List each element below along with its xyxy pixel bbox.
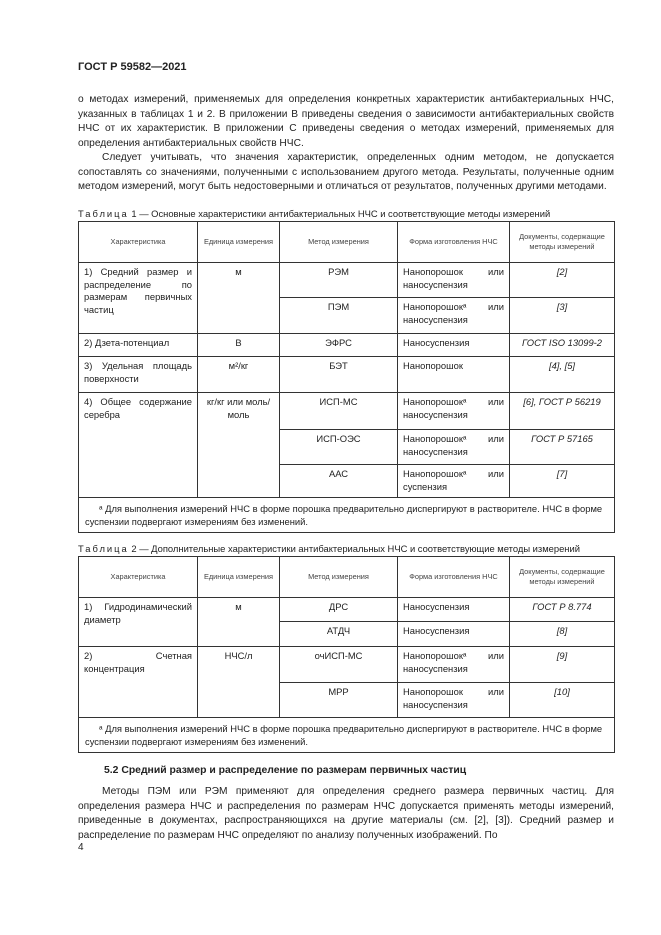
table-row	[79, 263, 615, 298]
method-cell: ПЭМ	[280, 298, 398, 334]
intro-paragraph-2: Следует учитывать, что значения характеристик, определенных одним методом, не допускается сопоставлять со значениями, полученными с использованием другого метода. Результаты, полученные одним методом измерений, могут быть недостоверными и отличаться от результатов, полученных другими методами.	[78, 152, 614, 193]
column-header: Метод измерения	[280, 222, 398, 263]
document-cell: ГОСТ Р 57165	[510, 430, 615, 465]
page-number: 4	[78, 842, 84, 853]
document-cell: [4], [5]	[510, 357, 615, 393]
table2-caption: Таблица 2 — Дополнительные характеристики антибактериальных НЧС и соответствующие методы измерений	[78, 543, 580, 554]
method-cell: ИСП-МС	[280, 393, 398, 430]
section-title: 5.2 Средний размер и распределение по размерам первичных частиц	[104, 765, 467, 776]
form-cell: Наносуспензия	[398, 598, 510, 622]
table-footnote: ᵃ Для выполнения измерений НЧС в форме порошка предварительно диспергируют в растворителе. НЧС в форме суспензии подвергают измерениям без изменений.	[79, 498, 615, 533]
form-cell: Нанопорошокᵃ или наносуспензия	[398, 298, 510, 334]
method-cell: ЭФРС	[280, 334, 398, 357]
column-header: Характеристика	[79, 222, 198, 263]
column-header: Метод измерения	[280, 557, 398, 598]
method-cell: АТДЧ	[280, 622, 398, 647]
form-cell: Нанопорошокᵃ или наносуспензия	[398, 430, 510, 465]
table-footnote: ᵃ Для выполнения измерений НЧС в форме порошка предварительно диспергируют в растворителе. НЧС в форме суспензии подвергают измерениям без изменений.	[79, 718, 615, 753]
table1-caption: Таблица 1 — Основные характеристики антибактериальных НЧС и соответствующие методы измерений	[78, 208, 551, 219]
form-cell: Нанопорошокᵃ или наносуспензия	[398, 393, 510, 430]
unit-cell: м	[198, 598, 280, 647]
document-cell: [9]	[510, 647, 615, 683]
table-header-row	[79, 557, 615, 598]
document-header: ГОСТ Р 59582—2021	[78, 61, 187, 73]
column-header: Единица измерения	[198, 222, 280, 263]
column-header: Единица измерения	[198, 557, 280, 598]
table-2	[78, 556, 615, 753]
characteristic-cell: 1) Гидродинамический диаметр	[79, 598, 198, 647]
method-cell: РЭМ	[280, 263, 398, 298]
characteristic-cell: 3) Удельная площадь поверхности	[79, 357, 198, 393]
column-header: Форма изготовления НЧС	[398, 557, 510, 598]
document-cell: [8]	[510, 622, 615, 647]
table-row	[79, 393, 615, 430]
unit-cell: кг/кг или моль/моль	[198, 393, 280, 498]
unit-cell: НЧС/л	[198, 647, 280, 718]
characteristic-cell: 4) Общее содержание серебра	[79, 393, 198, 498]
document-cell: [2]	[510, 263, 615, 298]
unit-cell: м²/кг	[198, 357, 280, 393]
unit-cell: В	[198, 334, 280, 357]
document-cell: [7]	[510, 465, 615, 498]
method-cell: БЭТ	[280, 357, 398, 393]
form-cell: Наносуспензия	[398, 622, 510, 647]
form-cell: Нанопорошокᵃ или суспензия	[398, 465, 510, 498]
method-cell: ДРС	[280, 598, 398, 622]
table-1	[78, 221, 615, 533]
method-cell: МРР	[280, 683, 398, 718]
column-header: Документы, содержащие методы измерений	[510, 557, 615, 598]
characteristic-cell: 2) Счетная концентрация	[79, 647, 198, 718]
method-cell: очИСП-МС	[280, 647, 398, 683]
form-cell: Нанопорошокᵃ или наносуспензия	[398, 647, 510, 683]
form-cell: Нанопорошок или наносуспензия	[398, 263, 510, 298]
section-paragraph: Методы ПЭМ или РЭМ применяют для определения среднего размера первичных частиц. Для определения размера НЧС и распределения по размерам НЧС допускается применять методы измерений, приведенные в документах, распространяющихся на другие материалы (см. [2], [3]). Средний размер и распределение по размерам НЧС определяют по анализу полученных изображений. По	[78, 786, 614, 841]
table-header-row	[79, 222, 615, 263]
form-cell: Наносуспензия	[398, 334, 510, 357]
document-cell: [3]	[510, 298, 615, 334]
document-cell: ГОСТ Р 8.774	[510, 598, 615, 622]
document-cell: ГОСТ ISO 13099-2	[510, 334, 615, 357]
table-row	[79, 334, 615, 357]
method-cell: ИСП-ОЭС	[280, 430, 398, 465]
column-header: Характеристика	[79, 557, 198, 598]
column-header: Документы, содержащие методы измерений	[510, 222, 615, 263]
document-cell: [10]	[510, 683, 615, 718]
unit-cell: м	[198, 263, 280, 334]
table-row	[79, 598, 615, 622]
table-row	[79, 357, 615, 393]
form-cell: Нанопорошок	[398, 357, 510, 393]
intro-paragraph-1: о методах измерений, применяемых для определения конкретных характеристик антибактериальных НЧС, указанных в таблицах 1 и 2. В приложении В приведены сведения о зависимости антибактериальных свойств НЧС от их характеристик. В приложении С приведены сведения о методах измерений, применяемых для определения антибактериальных свойств НЧС.	[78, 94, 614, 149]
document-cell: [6], ГОСТ Р 56219	[510, 393, 615, 430]
characteristic-cell: 1) Средний размер и распределение по размерам первичных частиц	[79, 263, 198, 334]
table-row	[79, 647, 615, 683]
method-cell: ААС	[280, 465, 398, 498]
characteristic-cell: 2) Дзета-потенциал	[79, 334, 198, 357]
form-cell: Нанопорошок или наносуспензия	[398, 683, 510, 718]
column-header: Форма изготовления НЧС	[398, 222, 510, 263]
